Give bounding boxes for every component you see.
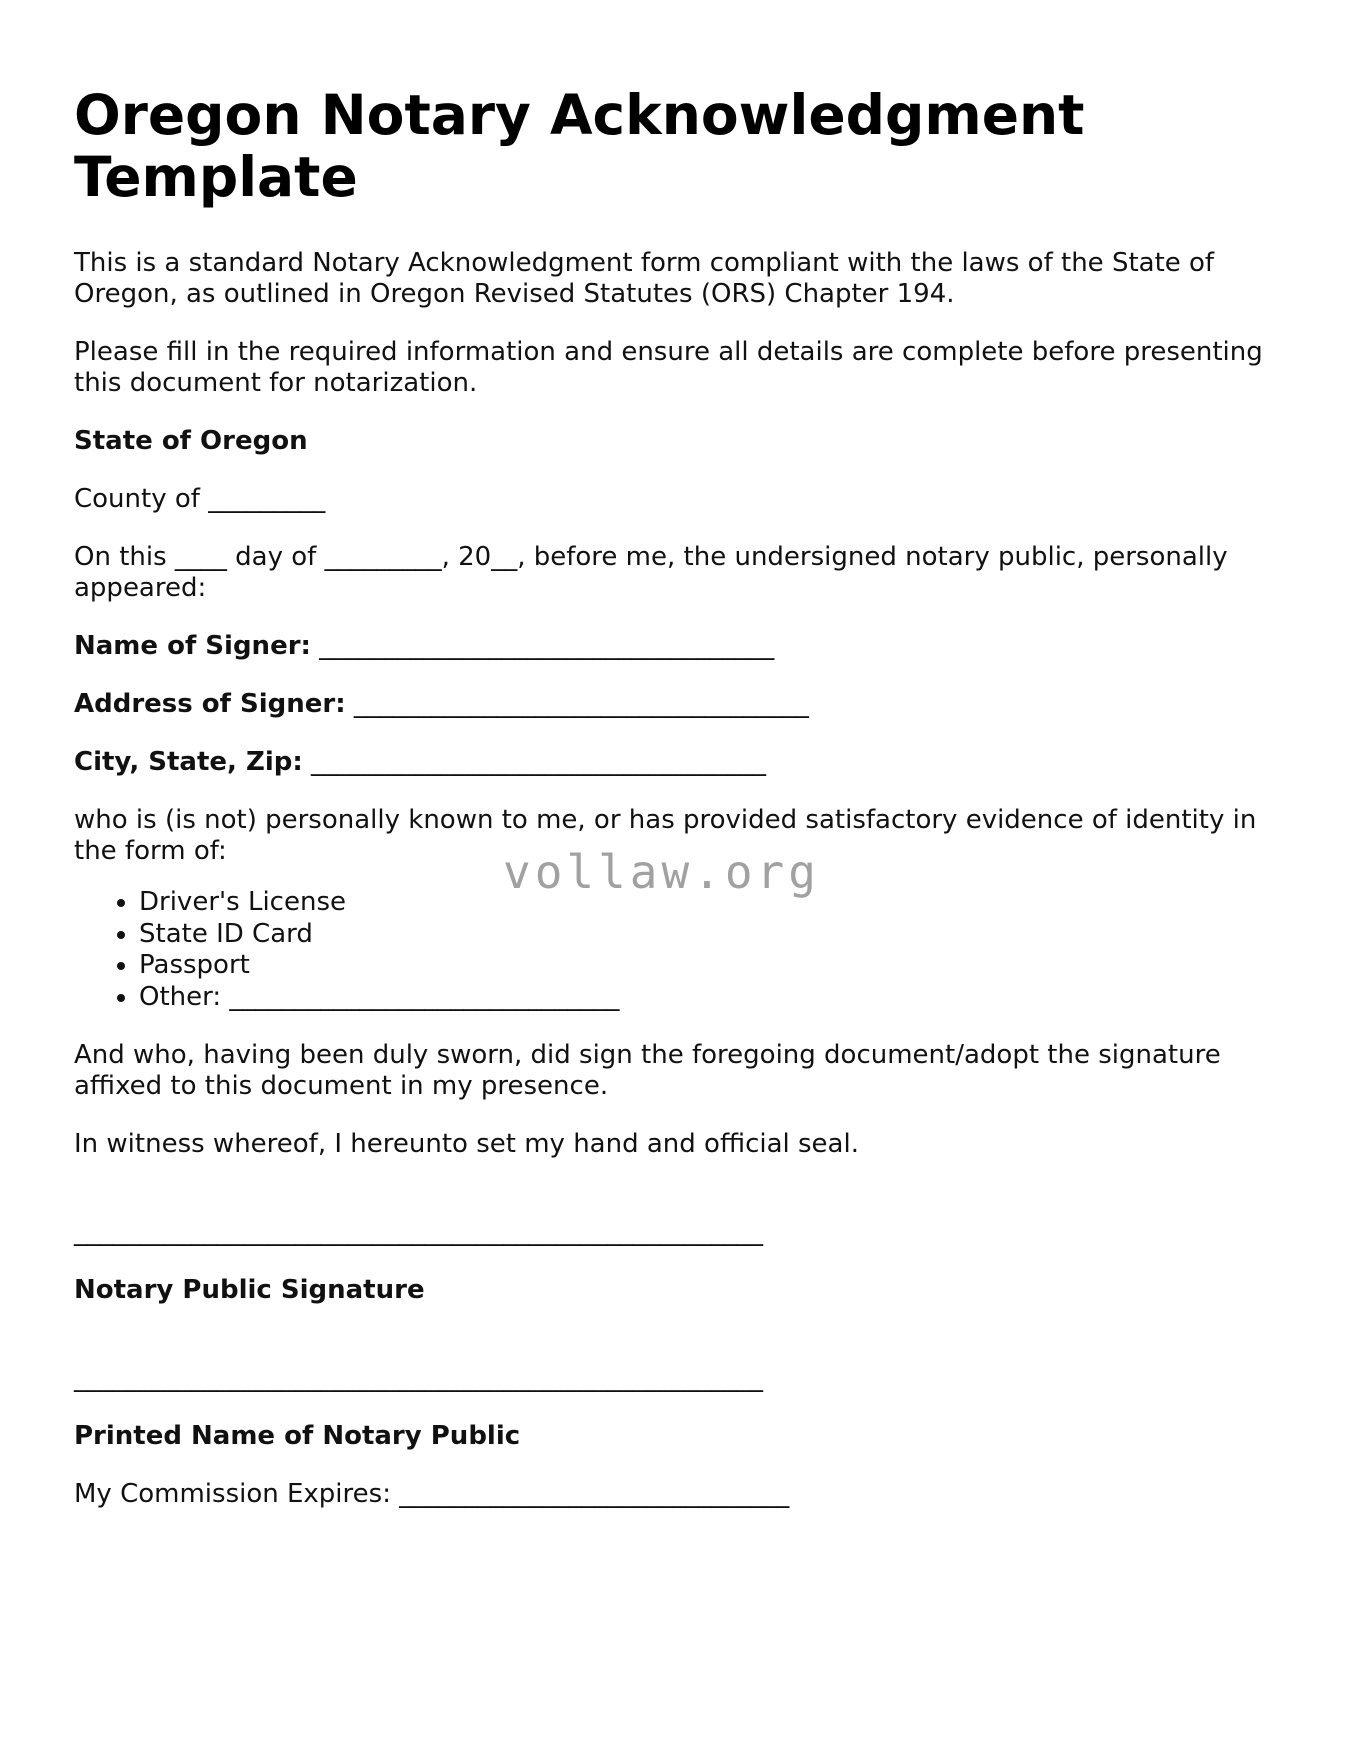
signature-line: _____________________________________________________ [74, 1217, 763, 1247]
sworn-paragraph: And who, having been duly sworn, did sign the foregoing document/adopt the signature affixed to this document in my presence. [74, 1040, 1221, 1101]
printed-name-label: Printed Name of Notary Public [74, 1421, 521, 1451]
list-item: • Passport [139, 950, 1274, 982]
signer-address-label: Address of Signer: [74, 689, 346, 719]
page-title: Oregon Notary Acknowledgment Template [74, 83, 1085, 209]
county-line: County of _________ [74, 484, 326, 514]
list-item: • Other: ______________________________ [139, 982, 1274, 1014]
list-item: • State ID Card [139, 919, 1274, 951]
list-item: • Driver's License [139, 887, 1274, 919]
signer-city-label: City, State, Zip: [74, 747, 303, 777]
appearance-line: On this ____ day of _________, 20__, before me, the undersigned notary public, personally appeared: [74, 542, 1228, 603]
signer-name-line [74, 631, 1274, 662]
signer-city-blank: ___________________________________ [311, 747, 767, 777]
signer-address-blank: ___________________________________ [353, 689, 809, 719]
document-page [74, 84, 1274, 1537]
witness-paragraph: In witness whereof, I hereunto set my hand and official seal. [74, 1129, 859, 1159]
watermark: vollaw.org [503, 845, 820, 899]
signer-city-line [74, 747, 1274, 778]
signer-name-blank: ___________________________________ [319, 631, 775, 661]
printed-name-line: _____________________________________________________ [74, 1363, 763, 1393]
signature-label: Notary Public Signature [74, 1275, 425, 1305]
id-options-list [74, 887, 1274, 1013]
intro-paragraph: This is a standard Notary Acknowledgment form compliant with the laws of the State of Oregon, as outlined in Oregon Revised Statutes (ORS) Chapter 194. [74, 248, 1215, 309]
state-heading: State of Oregon [74, 426, 308, 456]
signer-name-label: Name of Signer: [74, 631, 311, 661]
identity-paragraph: who is (is not) personally known to me, or has provided satisfactory evidence of identity in the form of: [74, 805, 1257, 866]
signer-address-line [74, 689, 1274, 720]
instructions-paragraph: Please fill in the required information and ensure all details are complete before presenting this document for notarization. [74, 337, 1263, 398]
commission-line: My Commission Expires: ______________________________ [74, 1479, 790, 1509]
